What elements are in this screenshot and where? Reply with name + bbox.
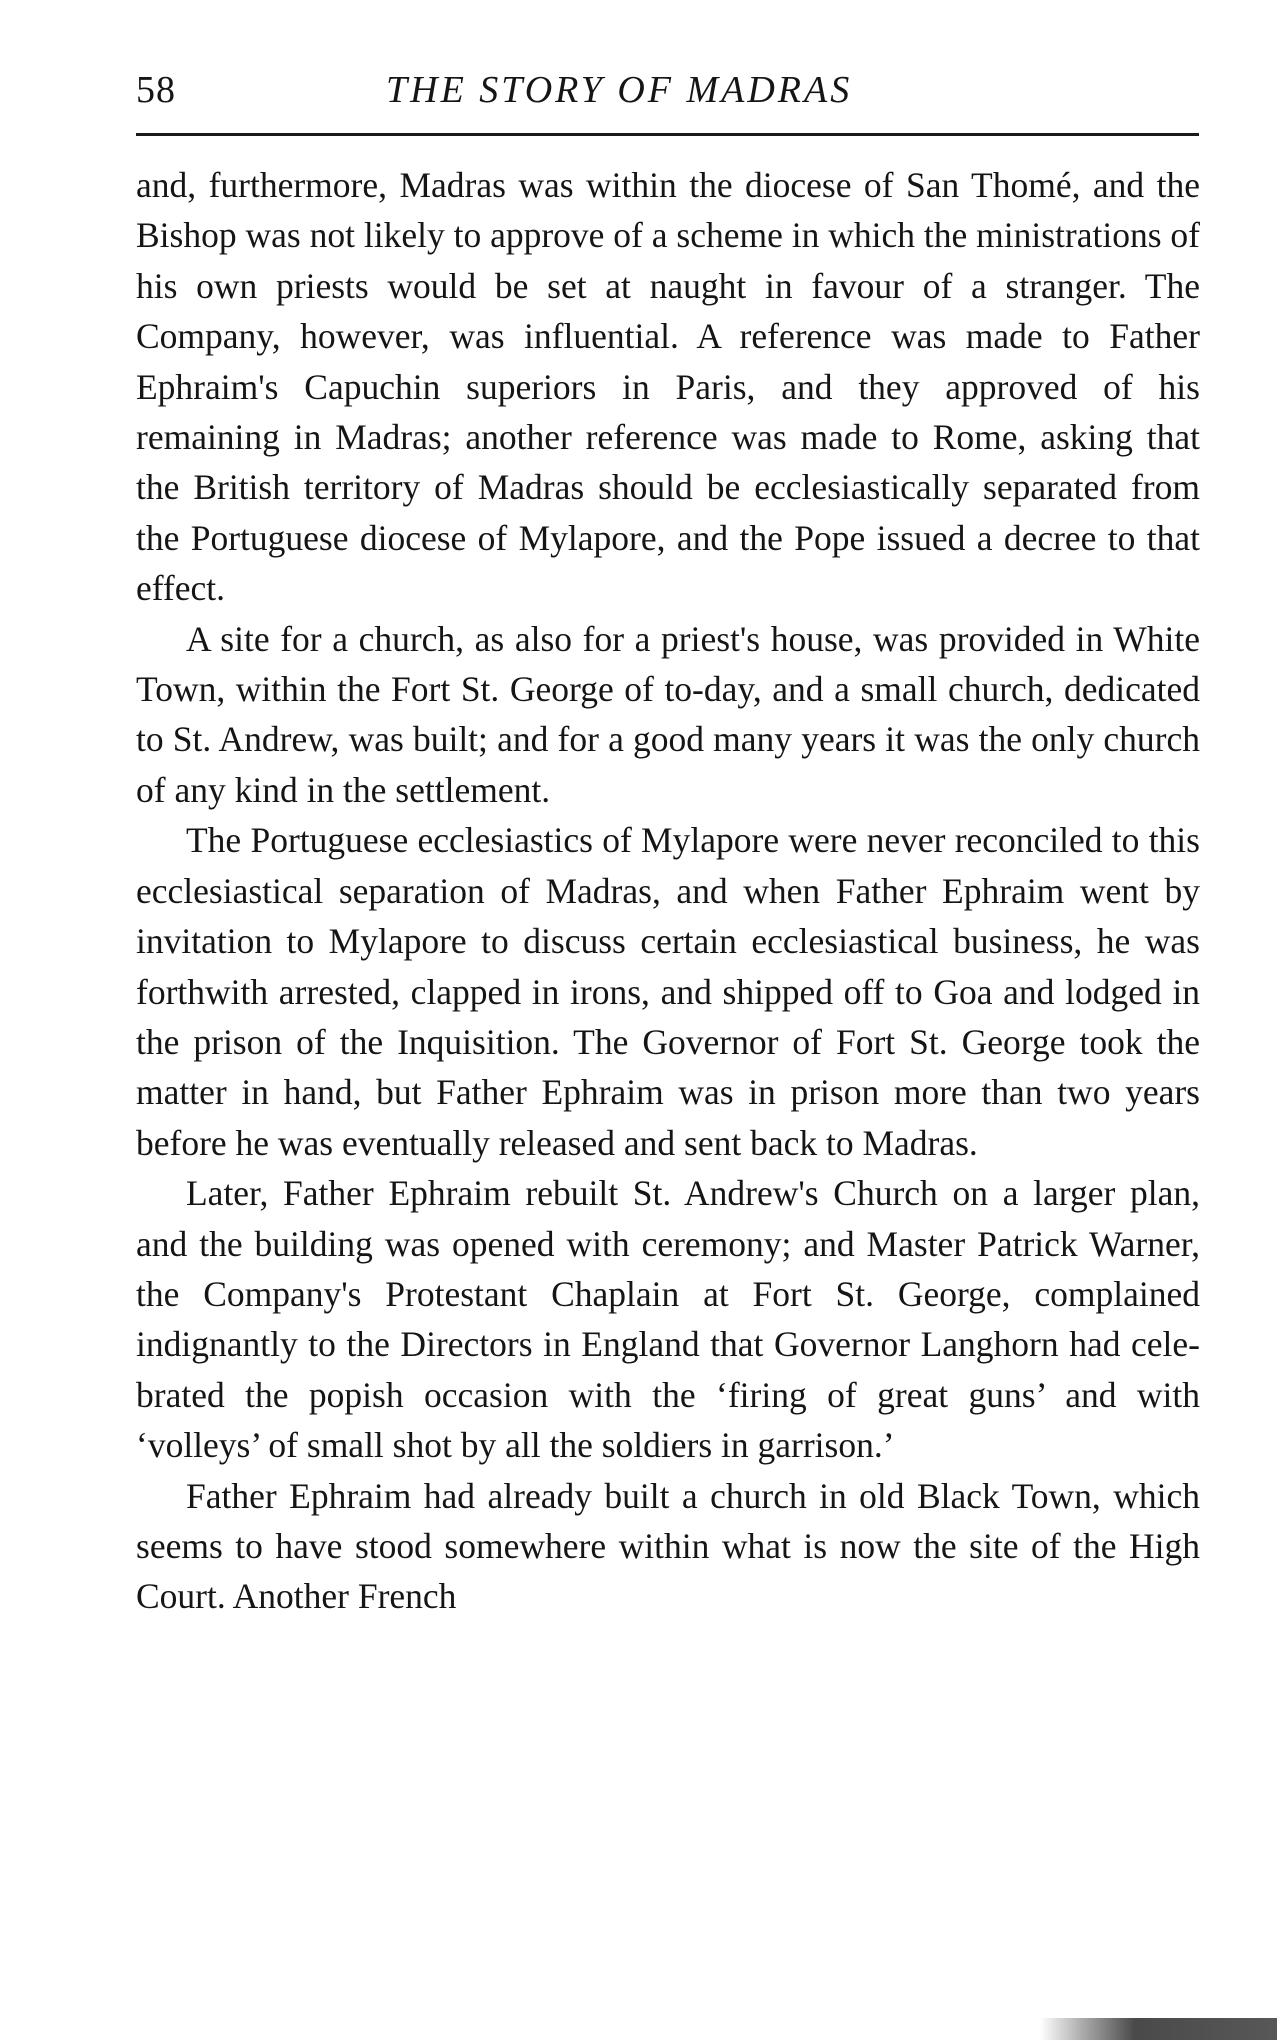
header-rule bbox=[136, 133, 1199, 136]
running-head bbox=[136, 62, 1200, 122]
paragraph-1: and, furthermore, Madras was within the diocese of San Thomé, and the Bishop was not likely to approve of a scheme in which the ministrations of his own priests would be set at naught in favour of a stranger. The Company, however, was influential. A reference was made to Father Ephraim's Capuchin superiors in Paris, and they approved of his remaining in Madras; another reference was made to Rome, asking that the British territory of Madras should be ecclesiastically separated from the Portuguese diocese of Mylapore, and the Pope issued a decree to that effect. bbox=[136, 165, 1200, 609]
page-number: 58 bbox=[136, 69, 176, 111]
paragraph-4: Later, Father Ephraim rebuilt St. Andrew's Church on a larger plan, and the building was opened with ceremony; and Master Patrick Warner, the Company's Protestant Chaplain at Fort St. George, complained indignantly to the Directors in England that Governor Langhorn had cele-brated the popish occasion with the ‘firing of great guns’ and with ‘volleys’ of small shot by all the soldiers in garrison.’ bbox=[136, 1173, 1200, 1466]
body-text bbox=[136, 160, 1200, 1622]
scan-artifact bbox=[1040, 2018, 1277, 2040]
paragraph-5: Father Ephraim had already built a church in old Black Town, which seems to have stood somewhere within what is now the site of the High Court. Another French bbox=[136, 1475, 1200, 1617]
running-title: THE STORY OF MADRAS bbox=[386, 69, 853, 111]
paragraph-3: The Portuguese ecclesiastics of Mylapore were never reconciled to this ecclesiastical separation of Madras, and when Father Ephraim went by invitation to Mylapore to discuss certain ecclesiastical business, he was forthwith arrested, clapped in irons, and shipped off to Goa and lodged in the prison of the Inquisition. The Governor of Fort St. George took the matter in hand, but Father Ephraim was in prison more than two years before he was eventually released and sent back to Madras. bbox=[136, 820, 1200, 1163]
paragraph-2: A site for a church, as also for a priest's house, was provided in White Town, within the Fort St. George of to-day, and a small church, dedicated to St. Andrew, was built; and for a good many years it was the only church of any kind in the settlement. bbox=[136, 618, 1200, 810]
